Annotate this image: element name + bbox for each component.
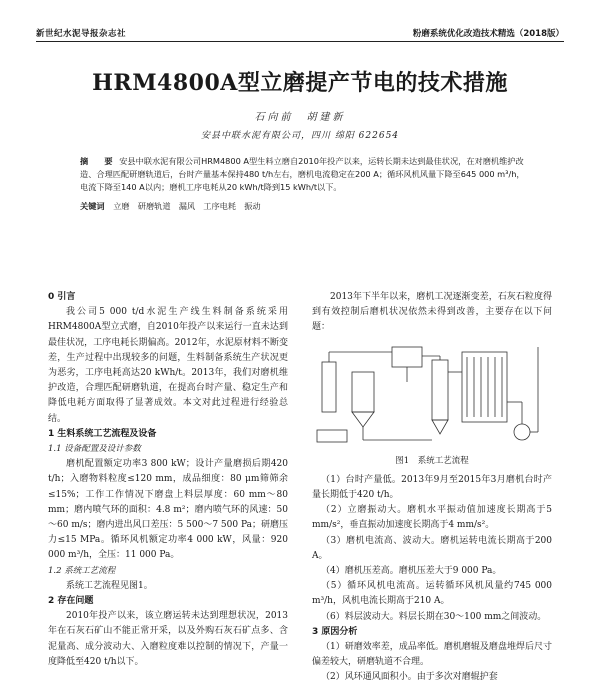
authors: 石向前 胡建新 xyxy=(254,112,346,123)
keywords xyxy=(80,201,525,212)
keywords-text: 立磨 研磨轨道 漏风 工序电耗 振动 xyxy=(113,201,261,211)
paragraph: 系统工艺流程见图1。 xyxy=(66,580,153,591)
section-heading: 0 引言 xyxy=(48,292,76,302)
process-flow-svg xyxy=(312,342,542,452)
list-item: （1）台时产量低。2013年9月至2015年3月磨机台时产量长期低于420 t/h。 xyxy=(312,474,552,501)
article-title: HRM4800A型立磨提产节电的技术措施 xyxy=(92,70,508,96)
cyclone-right xyxy=(432,360,448,420)
paragraph: 磨机配置额定功率3 800 kW；设计产量磨损后期420 t/h；入磨物料粒度≤120 mm，成品细度：80 μm筛筛余≤15%；工作工作情况下磨盘上料层厚度：60 mm～80 mm；磨内喷气环的面积：4.8 m²；磨内喷气环的风速：50～60 m/s；磨内进出风口差压：5 500～7 500 Pa；研磨压力≤15 MPa。循环风机额定功率4 000 kW，风量：920 000 m³/h，全压：11 000 Pa。 xyxy=(48,459,288,561)
section-heading: 1 生料系统工艺流程及设备 xyxy=(48,428,157,439)
list-item: （3）磨机电流高、波动大。磨机运转电流长期高于200 A。 xyxy=(312,535,552,561)
paragraph: 2013年下半年以来，磨机工况逐渐变差，石灰石粒度得到有效控制后磨机状况依然未得到改善，主要存在以下问题： xyxy=(312,292,552,333)
circulating-fan xyxy=(514,424,530,440)
bag-filter xyxy=(462,352,507,422)
right-column xyxy=(312,290,552,686)
abstract-label: 摘 要 xyxy=(80,156,117,166)
vertical-mill xyxy=(352,372,374,412)
list-item: （2）风环通风面积小。由于多次对磨辊护套 xyxy=(321,672,498,683)
header-rule xyxy=(36,41,564,42)
abstract-text: 安县中联水泥有限公司HRM4800 A型生料立磨自2010年投产以来，运转长期未达到最佳状况，在对磨机维护改造、合理匹配研磨轨道后，台时产量基本保持480 t/h左右，磨机电流稳定在200 A；循环风机风量下降至645 000 m³/h，电流下降至140 A以内；磨机工序电耗从20 kWh/t降到15 kWh/t以下。 xyxy=(80,156,525,192)
paragraph: 我公司5 000 t/d水泥生产线生料制备系统采用HRM4800A型立式磨，自2010年投产以来运行一直未达到最佳状况，工序电耗长期偏高。2012年，水泥原材料不断变差，生产过程中出现较多的问题，生料制备系统生产状况更为恶劣，工序电耗高达20 kWh/t。2013年，我们对磨机维护改造，合理匹配研磨轨道，在提高台时产量、稳定生产和降低电耗方面取得了显著成效。本文对此过程进行经验总结。 xyxy=(48,307,288,424)
section-heading: 3 原因分析 xyxy=(312,626,358,637)
subsection-heading: 1.1 设备配置及设计参数 xyxy=(48,444,141,455)
subsection-heading: 1.2 系统工艺流程 xyxy=(48,565,116,576)
feed-belt xyxy=(317,430,347,442)
list-item: （4）磨机压差高。磨机压差大于9 000 Pa。 xyxy=(321,566,502,577)
section-heading: 2 存在问题 xyxy=(48,596,94,607)
affiliation: 安县中联水泥有限公司，四川 绵阳 622654 xyxy=(200,131,400,141)
list-item: （1）研磨效率差，成品率低。磨机磨辊及磨盘堆焊后尺寸偏差较大，研磨轨道不合理。 xyxy=(312,642,552,668)
left-column xyxy=(48,290,288,670)
keywords-label: 关键词 xyxy=(80,201,105,211)
process-flow-diagram xyxy=(312,342,542,452)
page-header xyxy=(0,0,600,44)
figure-caption: 图1 系统工艺流程 xyxy=(395,455,469,466)
paragraph: 2010年投产以来，该立磨运转未达到理想状况，2013年在石灰石矿山不能正常开采，以及外购石灰石矿点多、含泥量高、成分波动大、入磨粒度难以控制的情况下，产量一度降低至420 t/h以下。 xyxy=(48,611,288,667)
header-collection: 粉磨系统优化改造技术精选（2018版） xyxy=(412,29,564,39)
cyclone-left xyxy=(322,362,336,412)
list-item: （2）立磨振动大。磨机水平振动值加速度长期高于5 mm/s²，垂直振动加速度长期高于4 mm/s²。 xyxy=(312,505,552,531)
separator xyxy=(392,347,422,367)
abstract xyxy=(80,155,525,194)
header-journal: 新世纪水泥导报杂志社 xyxy=(36,29,127,39)
list-item: （6）料层波动大。料层长期在30～100 mm之间波动。 xyxy=(321,611,547,622)
list-item: （5）循环风机电流高。运转循环风机风量约745 000 m³/h，风机电流长期高于210 A。 xyxy=(312,581,552,607)
